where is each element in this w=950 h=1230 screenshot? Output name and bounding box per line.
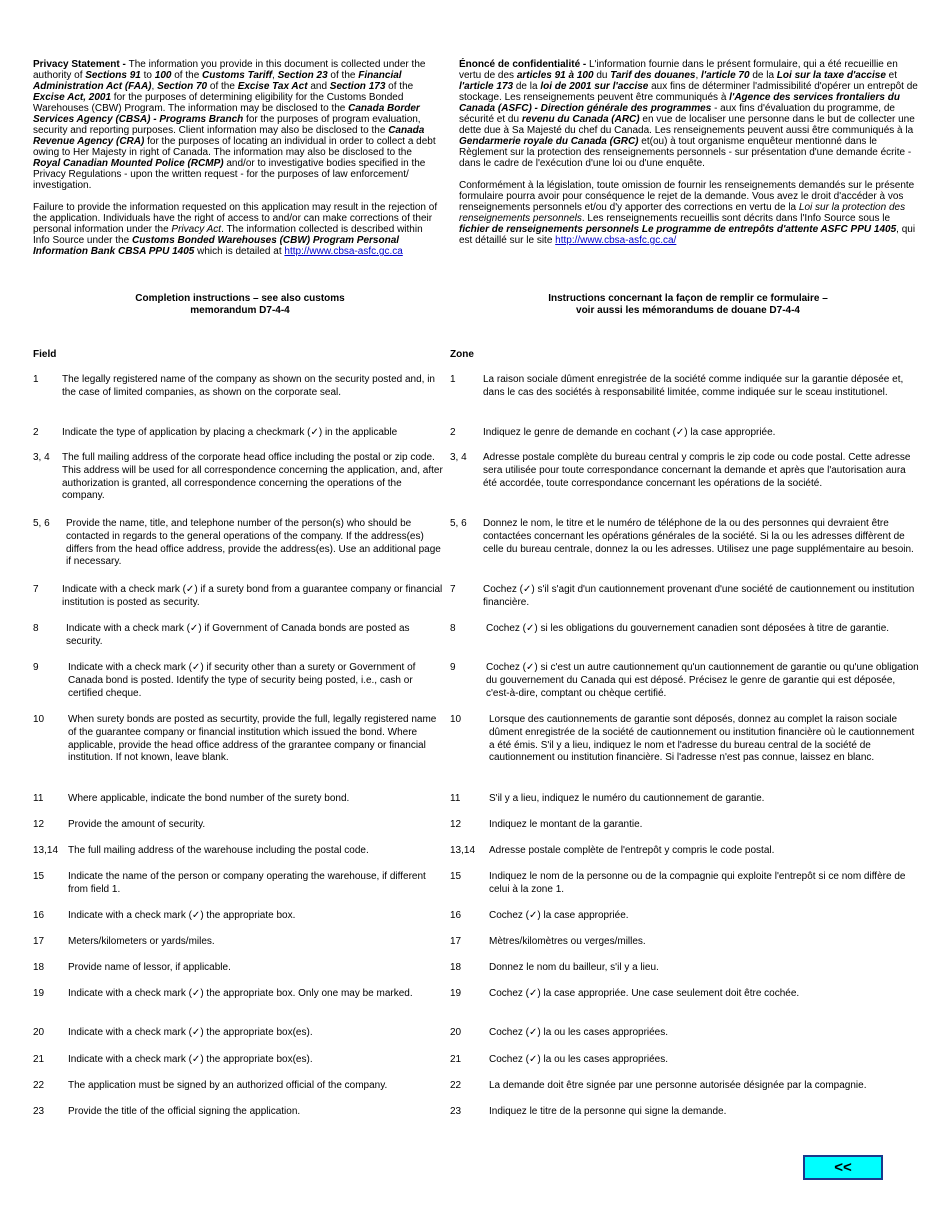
field-instruction-text: Provide the name, title, and telephone number of the person(s) who should be contacted in regards to the general operations of the company. If the address(es) differs from the head office address, provide the address(es). Use an additional page if necessary. [66, 518, 441, 568]
field-instruction-text: The application must be signed by an authorized official of the company. [68, 1080, 388, 1091]
field-instruction-text: Provide the title of the official signing the application. [68, 1106, 301, 1117]
zone-number: 10 [450, 714, 462, 725]
field-instruction-text: The legally registered name of the company as shown on the security posted and, in the case of limited companies, as shown on the corporate seal. [62, 374, 435, 398]
zone-instruction-text: Indiquez le genre de demande en cochant (✓) la case appropriée. [483, 427, 776, 438]
back-button[interactable]: << [803, 1155, 883, 1180]
field-instruction-text: Meters/kilometers or yards/miles. [68, 936, 215, 947]
zone-number: 19 [450, 988, 462, 999]
zone-instruction-text: Cochez (✓) la case appropriée. Une case seulement doit être cochée. [489, 988, 800, 999]
field-number: 18 [33, 962, 45, 973]
field-number: 3, 4 [33, 452, 50, 463]
zone-number: 22 [450, 1080, 462, 1091]
completion-instructions-heading-en [80, 293, 400, 317]
field-instruction-text: The full mailing address of the warehouse including the postal code. [68, 845, 369, 856]
field-instruction-text: Indicate with a check mark (✓) the appropriate box(es). [68, 1054, 313, 1065]
field-number: 12 [33, 819, 45, 830]
zone-instruction-text: Cochez (✓) la case appropriée. [489, 910, 629, 921]
zone-number: 15 [450, 871, 462, 882]
zone-number: 5, 6 [450, 518, 467, 529]
field-instruction-text: Indicate with a check mark (✓) the appropriate box. Only one may be marked. [68, 988, 413, 999]
field-number: 10 [33, 714, 45, 725]
zone-instruction-text: Indiquez le nom de la personne ou de la compagnie qui exploite l'entrepôt si ce nom diffère de celui à la zone 1. [489, 871, 906, 895]
zone-number: 3, 4 [450, 452, 467, 463]
completion-instructions-heading-fr [498, 293, 878, 317]
privacy-statement-en [33, 59, 438, 257]
zone-number: 11 [450, 793, 461, 804]
zone-instruction-text: Cochez (✓) s'il s'agit d'un cautionnement provenant d'une société de cautionnement ou institution financière. [483, 584, 915, 608]
field-number: 17 [33, 936, 45, 947]
privacy-statement-fr [459, 59, 919, 246]
field-number: 2 [33, 427, 39, 438]
cbsa-website-link[interactable]: http://www.cbsa-asfc.gc.ca [284, 246, 403, 257]
zone-number: 8 [450, 623, 456, 634]
zone-number: 1 [450, 374, 456, 385]
zone-instruction-text: Adresse postale complète de l'entrepôt y compris le code postal. [489, 845, 775, 856]
field-number: 20 [33, 1027, 45, 1038]
zone-instruction-text: S'il y a lieu, indiquez le numéro du cautionnement de garantie. [489, 793, 765, 804]
field-instruction-text: The full mailing address of the corporate head office including the postal or zip code. This address will be used for all correspondence concerning the application, and, after authorization is granted, all correspondence concerning the operations of the company. [62, 452, 443, 502]
zone-number: 13,14 [450, 845, 476, 856]
zone-number: 23 [450, 1106, 462, 1117]
field-instruction-text: Indicate the type of application by placing a checkmark (✓) in the applicable [62, 427, 398, 438]
zone-instruction-text: Cochez (✓) si c'est un autre cautionnement qu'un cautionnement de garantie ou qu'une obligation du gouvernement du Canada qui est déposé. Précisez le genre de garantie qui est déposée, c'est-à-dire, comptant ou chèque certifié. [486, 662, 919, 699]
zone-number: 12 [450, 819, 462, 830]
field-instruction-text: Provide name of lessor, if applicable. [68, 962, 231, 973]
zone-instruction-text: Cochez (✓) la ou les cases appropriées. [489, 1027, 669, 1038]
zone-instruction-text: La raison sociale dûment enregistrée de la société comme indiquée sur la garantie déposée et, dans le cas des sociétés à responsabilité limitée, comme indiquée sur le sceau institutionel. [483, 374, 904, 398]
field-number: 1 [33, 374, 39, 385]
field-number: 13,14 [33, 845, 59, 856]
zone-instruction-text: Donnez le nom du bailleur, s'il y a lieu. [489, 962, 659, 973]
field-instruction-text: Indicate with a check mark (✓) the appropriate box(es). [68, 1027, 313, 1038]
zone-instruction-text: Lorsque des cautionnements de garantie sont déposés, donnez au complet la raison sociale dûment enregistrée de la société de cautionnement ou institution financière où le cautionnement a été émis. S'il y a lieu, indiquez le nom et l'adresse du bureau central de la société de cautionnement ou institution financière. Si l'adresse n'est pas connue, laissez en blanc. [489, 714, 915, 764]
field-number: 15 [33, 871, 45, 882]
zone-instruction-text: Donnez le nom, le titre et le numéro de téléphone de la ou des personnes qui devraient être contactées concernant les opérations générales de la société. Si la ou les adresses diffèrent de celle du bureau centrale, donnez la ou les adresses. Utilisez une page supplémentaire au besoin. [483, 518, 914, 555]
field-instruction-text: Indicate with a check mark (✓) the appropriate box. [68, 910, 296, 921]
zone-number: 21 [450, 1054, 462, 1065]
field-column-label: Field [33, 349, 57, 360]
zone-instruction-text: Mètres/kilomètres ou verges/milles. [489, 936, 646, 947]
field-instruction-text: Indicate with a check mark (✓) if Government of Canada bonds are posted as security. [66, 623, 410, 647]
field-instruction-text: Where applicable, indicate the bond number of the surety bond. [68, 793, 350, 804]
heading-en-line-2: memorandum D7-4-4 [190, 305, 290, 316]
field-instruction-text: Indicate with a check mark (✓) if a surety bond from a guarantee company or financial institution is posted as security. [62, 584, 443, 608]
field-number: 11 [33, 793, 44, 804]
field-number: 5, 6 [33, 518, 50, 529]
field-number: 9 [33, 662, 39, 673]
field-instruction-text: Indicate the name of the person or company operating the warehouse, if different from field 1. [68, 871, 426, 895]
cbsa-website-link[interactable]: http://www.cbsa-asfc.gc.ca/ [555, 235, 677, 246]
field-instruction-text: Indicate with a check mark (✓) if security other than a surety or Government of Canada bond is posted. Identify the type of security being posted, i.e., cash or certified cheque. [68, 662, 416, 699]
zone-instruction-text: Cochez (✓) si les obligations du gouvernement canadien sont déposées à titre de garantie. [486, 623, 890, 634]
field-number: 19 [33, 988, 45, 999]
heading-fr-line-1: Instructions concernant la façon de remplir ce formulaire – [548, 293, 828, 304]
zone-number: 7 [450, 584, 456, 595]
field-number: 22 [33, 1080, 45, 1091]
zone-instruction-text: Indiquez le montant de la garantie. [489, 819, 643, 830]
field-instruction-text: Provide the amount of security. [68, 819, 206, 830]
field-number: 8 [33, 623, 39, 634]
zone-number: 9 [450, 662, 456, 673]
field-number: 23 [33, 1106, 45, 1117]
zone-instruction-text: Indiquez le titre de la personne qui signe la demande. [489, 1106, 727, 1117]
zone-instruction-text: Adresse postale complète du bureau central y compris le zip code ou code postal. Cette adresse sera utilisée pour toute correspondance concernant la demande et après que l'autorisation aura été accordée, toute correspondance concernant les opérations de la société. [483, 452, 911, 489]
heading-en-line-1: Completion instructions – see also customs [135, 293, 345, 304]
zone-number: 16 [450, 910, 462, 921]
zone-instruction-text: Cochez (✓) la ou les cases appropriées. [489, 1054, 669, 1065]
field-number: 21 [33, 1054, 45, 1065]
field-instruction-text: When surety bonds are posted as securtity, provide the full, legally registered name of the guarantee company or financial institution which issued the bond. Where applicable, provide the head office address of the grarantee company or financial institution. If not known, leave blank. [68, 714, 437, 764]
privacy-paragraph-en-1: Privacy Statement - The information you provide in this document is collected under the authority of Sections 91 to 100 of the Customs Tariff, Section 23 of the Financial Administration Act (FAA), Section 70 of the Excise Tax Act and Section 173 of the Excise Act, 2001 for the purposes of determining eligibility for the Customs Bonded Warehouses (CBW) Program. The information may be disclosed to the Canada Border Services Agency (CBSA) - Programs Branch for the purposes of program evaluation, security and reporting purposes. Client information may also be disclosed to the Canada Revenue Agency (CRA) for the purposes of locating an individual in order to collect a debt owing to Her Majesty in right of Canada. The information may also be disclosed to the Royal Canadian Mounted Police (RCMP) and/or to investigative bodies specified in the Privacy Regulations - upon the written request - for the purposes of law enforcement/ investigation. [33, 59, 436, 191]
zone-column-label: Zone [450, 349, 474, 360]
field-number: 7 [33, 584, 39, 595]
zone-number: 2 [450, 427, 456, 438]
zone-number: 20 [450, 1027, 462, 1038]
privacy-paragraph-fr-1: Énoncé de confidentialité - L'information fournie dans le présent formulaire, qui a été recueillie en vertu de des articles 91 à 100 du Tarif des douanes, l'article 70 de la Loi sur la taxe d'accise et l'article 173 de la loi de 2001 sur l'accise aux fins de déterminer l'admissibilité d'opérer un entrepôt de stockage. Les renseignements peuvent être communiqués à l'Agence des services frontaliers du Canada (ASFC) - Direction générale des programmes - aux fins d'évaluation du programme, de sécurité et du revenu du Canada (ARC) en vue de localiser une personne dans le but de collecter une dette due à Sa Majesté du chef du Canada. Les renseignements peuvent aussi être communiqués à la Gendarmerie royale du Canada (GRC) et(ou) à tout organisme enquêteur mentionné dans le Règlement sur la protection des renseignements personnels - sur présentation d'une demande écrite - dans le cadre de l'exécution d'une loi ou d'une enquête. [459, 59, 918, 169]
zone-number: 18 [450, 962, 462, 973]
zone-number: 17 [450, 936, 462, 947]
heading-fr-line-2: voir aussi les mémorandums de douane D7-4-4 [576, 305, 800, 316]
field-number: 16 [33, 910, 45, 921]
zone-instruction-text: La demande doit être signée par une personne autorisée désignée par la compagnie. [489, 1080, 867, 1091]
privacy-paragraph-en-2: Failure to provide the information requested on this application may result in the rejection of the application. Individuals have the right of access to and/or can make corrections of their personal information under the Privacy Act. The information collected is described within Info Source under the Customs Bonded Warehouses (CBW) Program Personal Information Bank CBSA PPU 1405 which is detailed at http://www.cbsa-asfc.gc.ca [33, 202, 438, 257]
privacy-paragraph-fr-2: Conformément à la législation, toute omission de fournir les renseignements demandés sur le présente formulaire pourra avoir pour conséquence le rejet de la demande. Vous avez le droit d'accéder à vos renseignements personnels et/ou d'y apporter des corrections en vertu de la Loi sur la protection des renseignements personnels. Les renseignements recueillis sont décrits dans l'Info Source sous le fichier de renseignements personnels Le programme de entrepôts d'attente ASFC PPU 1405, qui est détaillé sur le site http://www.cbsa-asfc.gc.ca/ [459, 180, 916, 246]
